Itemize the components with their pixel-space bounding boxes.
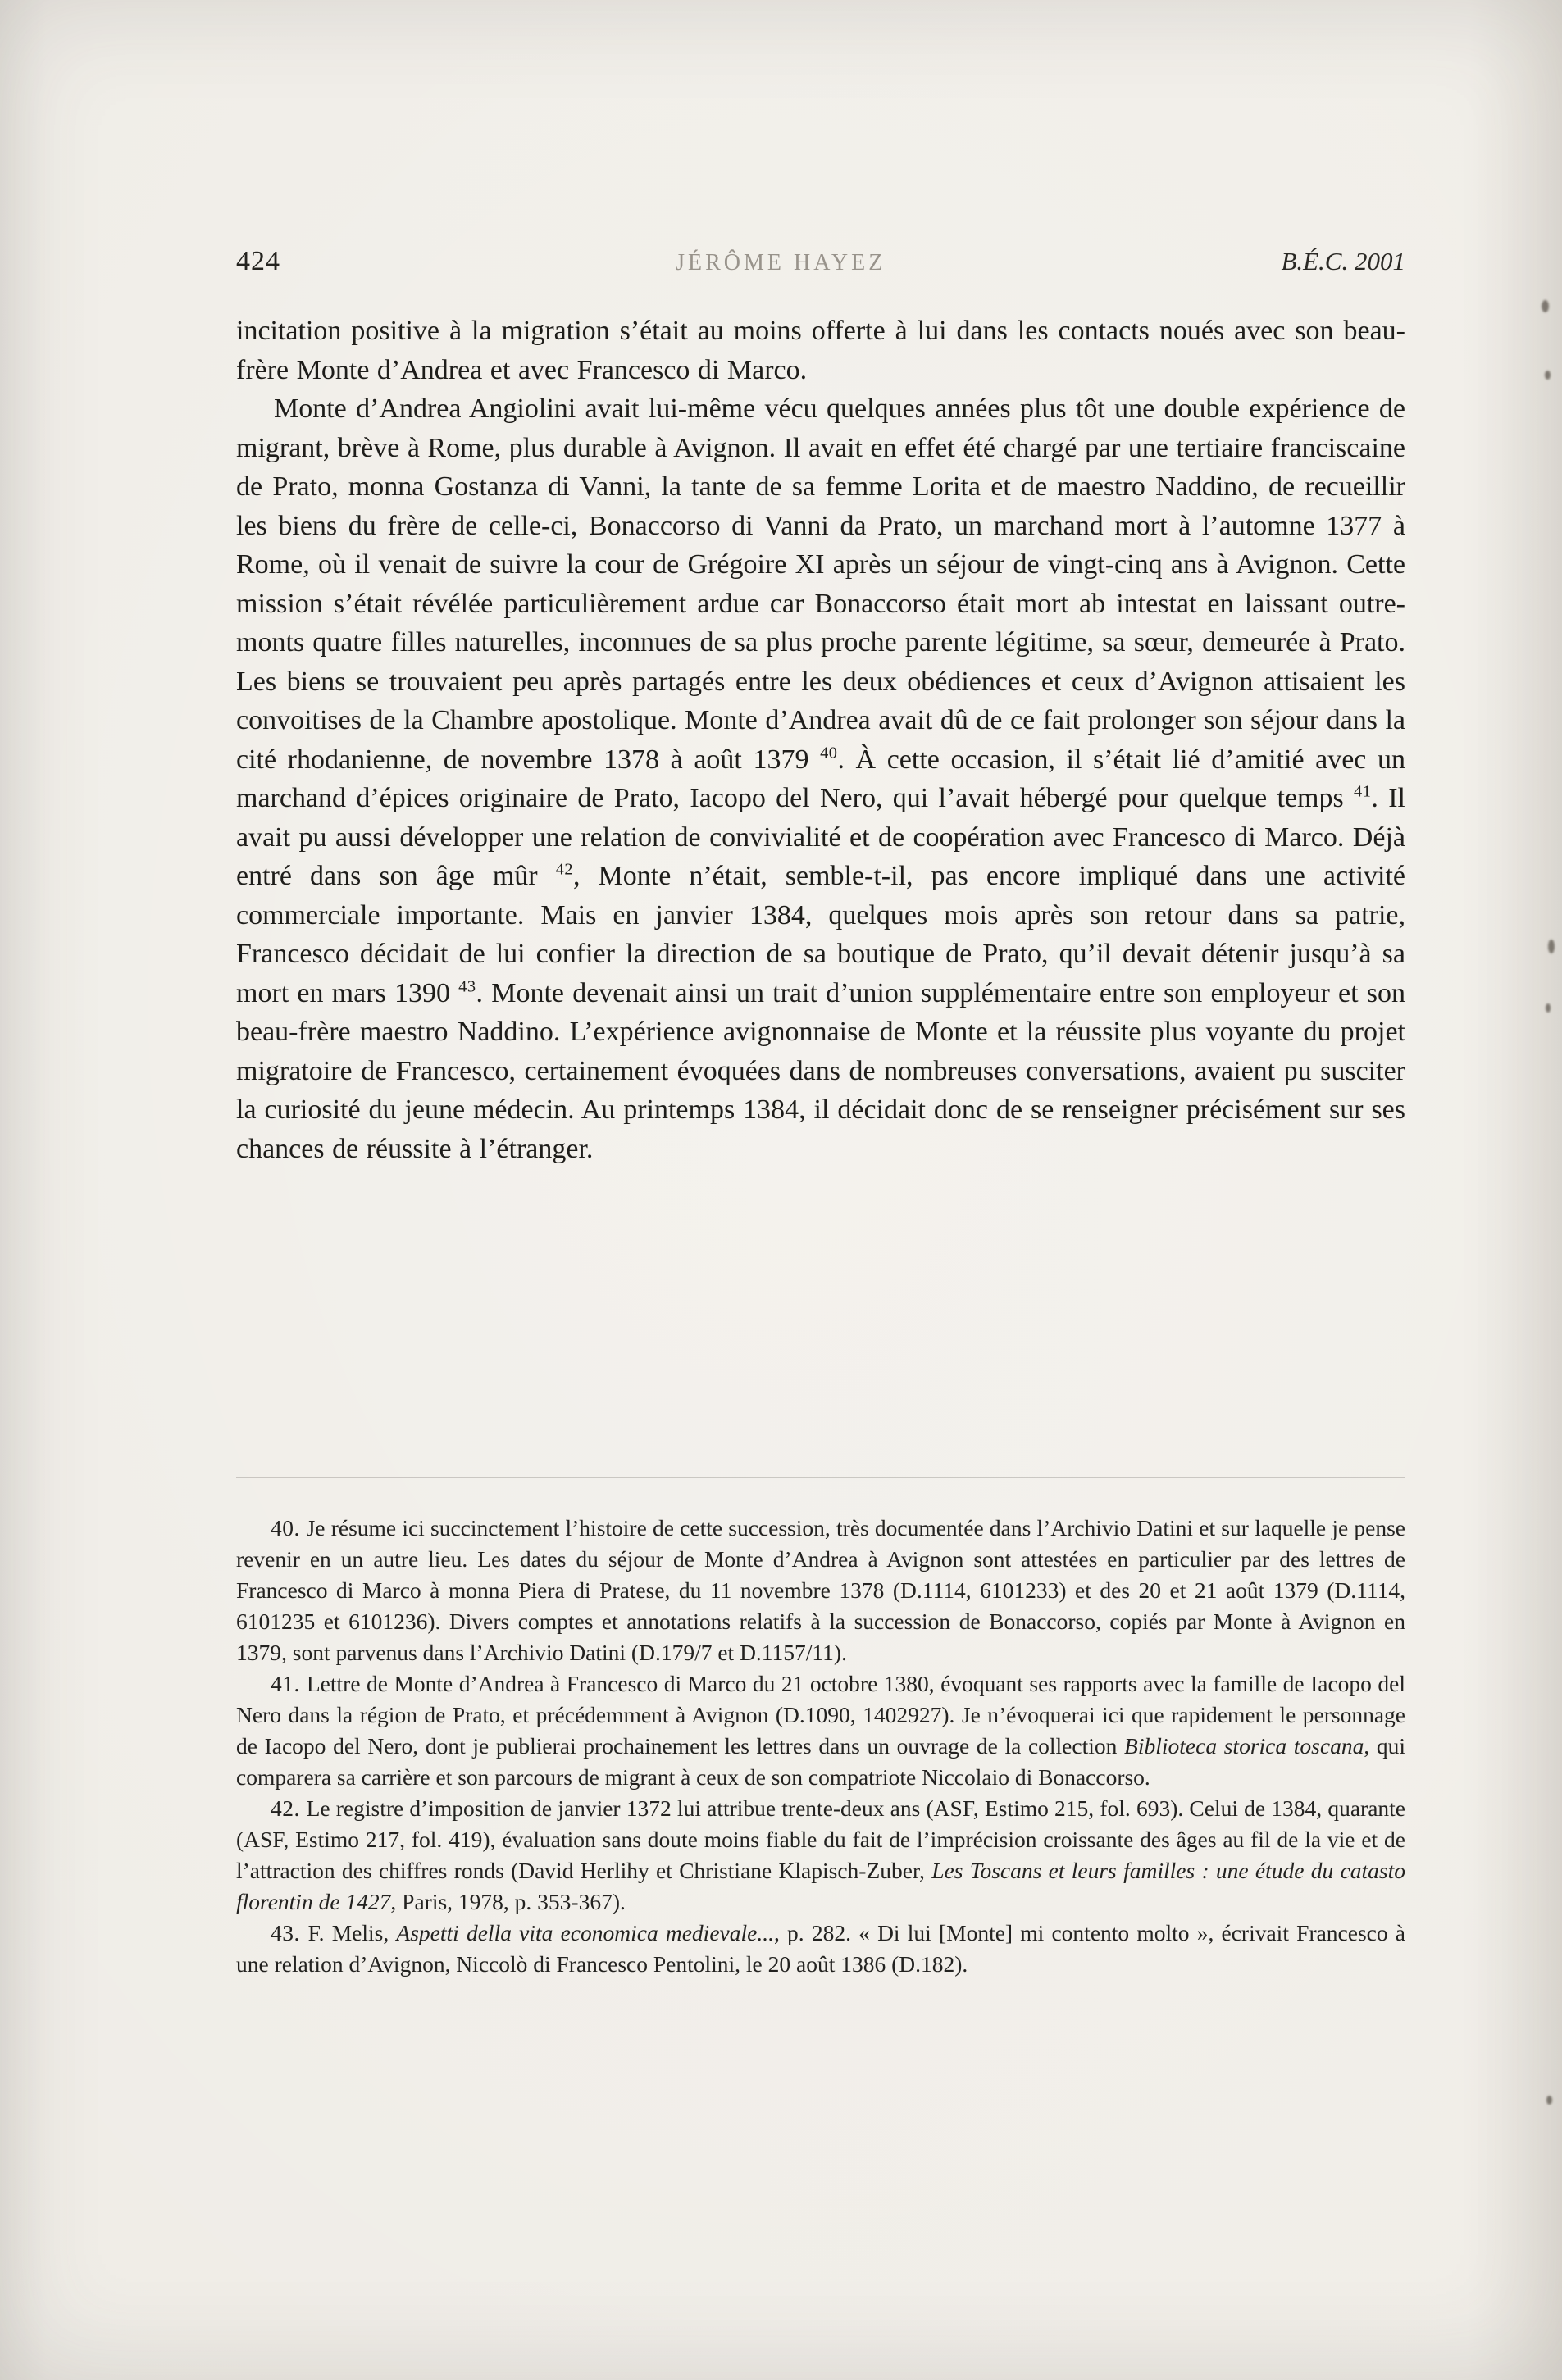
footnote-ref: 43 [458,977,476,996]
page-number: 424 [236,246,280,276]
scan-artifact [1546,2096,1552,2105]
text-run: Monte d’Andrea Angiolini avait lui-même vécu quelques années plus tôt une double expérience de migrant, brève à Rome, plus durable à Avignon. Il avait en effet été chargé par une tertiaire franciscaine de Prato, monna Gostanza di Vanni, la tante de sa femme Lorita et de maestro Naddino, de recueillir les biens du frère de celle-ci, Bonaccorso di Vanni da Prato, un marchand mort à l’automne 1377 à Rome, où il venait de suivre la cour de Grégoire XI après un séjour de vingt-cinq ans à Avignon. Cette mission s’était révélée particulièrement ardue car Bonaccorso était mort ab intestat en laissant outre-monts quatre filles naturelles, inconnues de sa plus proche parente légitime, sa sœur, demeurée à Prato. Les biens se trouvaient peu après partagés entre les deux obédiences et ceux d’Avignon attisaient les convoitises de la Chambre apostolique. Monte d’Andrea avait dû de ce fait prolonger son séjour dans la cité rhodanienne, de novembre 1378 à août 1379 [236,394,1405,775]
body-paragraphs [236,312,1405,1168]
scan-artifact [1548,940,1555,953]
footnote-number: 40. [271,1515,307,1540]
footnote [236,1668,1405,1793]
footnote [236,1513,1405,1668]
text-run: , Monte n’était, semble-t-il, pas encore impliqué dans une activité commerciale importante. Mais en janvier 1384, quelques mois après son retour dans sa patrie, Francesco décidait de lui confier la direction de sa boutique de Prato, qu’il devait détenir jusqu’à sa mort en mars 1390 [236,861,1405,1008]
footnotes [236,1513,1405,1980]
text-run: , p. 282. « Di lui [Monte] mi contento molto », écrivait Francesco à une relation d’Avignon, Niccolò di Francesco Pentolini, le 20 août 1386 (D.182). [236,1920,1406,1977]
text-run: , qui comparera sa carrière et son parcours de migrant à ceux de son compatriote Niccolaio di Bonaccorso. [236,1733,1405,1790]
footnote-ref: 41 [1354,782,1372,801]
scan-artifact [1546,1003,1551,1013]
text-run: Je résume ici succinctement l’histoire de cette succession, très documentée dans l’Archivio Datini et sur laquelle je pense revenir en un autre lieu. Les dates du séjour de Monte d’Andrea à Avignon sont attestées en particulier par des lettres de Francesco di Marco à monna Piera di Pratese, du 11 novembre 1378 (D.1114, 6101233) et des 20 et 21 août 1379 (D.1114, 6101235 et 6101236). Divers comptes et annotations relatifs à la succession de Bonaccorso, copiés par Monte à Avignon en 1379, sont parvenus dans l’Archivio Datini (D.179/7 et D.1157/11). [236,1515,1406,1665]
text-run: , Paris, 1978, p. 353-367). [390,1889,626,1914]
footnote-ref: 42 [555,860,574,879]
scan-artifact [1542,300,1549,312]
page-header [236,246,1405,277]
scan-artifact [1545,371,1551,380]
text-run: Les Toscans et leurs familles : une étude du catasto florentin de 1427 [236,1858,1405,1914]
text-run: Biblioteca storica toscana [1124,1733,1364,1759]
text-run: Aspetti della vita economica medievale... [396,1920,774,1945]
text-run: Le registre d’imposition de janvier 1372 lui attribue trente-deux ans (ASF, Estimo 215, fol. 693). Celui de 1384, quarante (ASF, Estimo 217, fol. 419), évaluation sans doute moins fiable du fait de l’imprécision croissante des âges au fil de la vie et de l’attraction des chiffres ronds (David Herlihy et Christiane Klapisch-Zuber, [236,1795,1406,1883]
footnote-separator-rule [236,1477,1405,1478]
footnote-number: 41. [271,1671,307,1696]
text-run: incitation positive à la migration s’était au moins offerte à lui dans les contacts noués avec son beau-frère Monte d’Andrea et avec Francesco di Marco. [236,316,1405,385]
footnote-ref: 40 [820,744,838,762]
text-run: F. Melis, [307,1920,397,1945]
text-run: . Il avait pu aussi développer une relation de convivialité et de coopération avec Francesco di Marco. Déjà entré dans son âge mûr [236,783,1405,891]
footnote [236,1918,1405,1980]
footnote [236,1793,1405,1918]
text-run: . À cette occasion, il s’était lié d’amitié avec un marchand d’épices originaire de Prato, Iacopo del Nero, qui l’avait hébergé pour quelque temps [236,744,1405,813]
footnote-number: 42. [271,1795,307,1821]
text-run: . Monte devenait ainsi un trait d’union supplémentaire entre son employeur et son beau-frère maestro Naddino. L’expérience avignonnaise de Monte et la réussite plus voyante du projet migratoire de Francesco, certainement évoquées dans de nombreuses conversations, avaient pu susciter la curiosité du jeune médecin. Au printemps 1384, il décidait donc de se renseigner précisément sur ses chances de réussite à l’étranger. [236,977,1406,1164]
body-paragraph [236,389,1405,1168]
body-paragraph [236,312,1405,389]
running-title-author: JÉRÔME HAYEZ [676,250,886,275]
footnote-number: 43. [271,1920,308,1945]
journal-reference: B.É.C. 2001 [1281,247,1405,275]
text-run: Lettre de Monte d’Andrea à Francesco di Marco du 21 octobre 1380, évoquant ses rapports avec la famille de Iacopo del Nero dans la région de Prato, et précédemment à Avignon (D.1090, 1402927). Je n’évoquerai ici que rapidement le personnage de Iacopo del Nero, dont je publierai prochainement les lettres dans un ouvrage de la collection [236,1671,1406,1759]
